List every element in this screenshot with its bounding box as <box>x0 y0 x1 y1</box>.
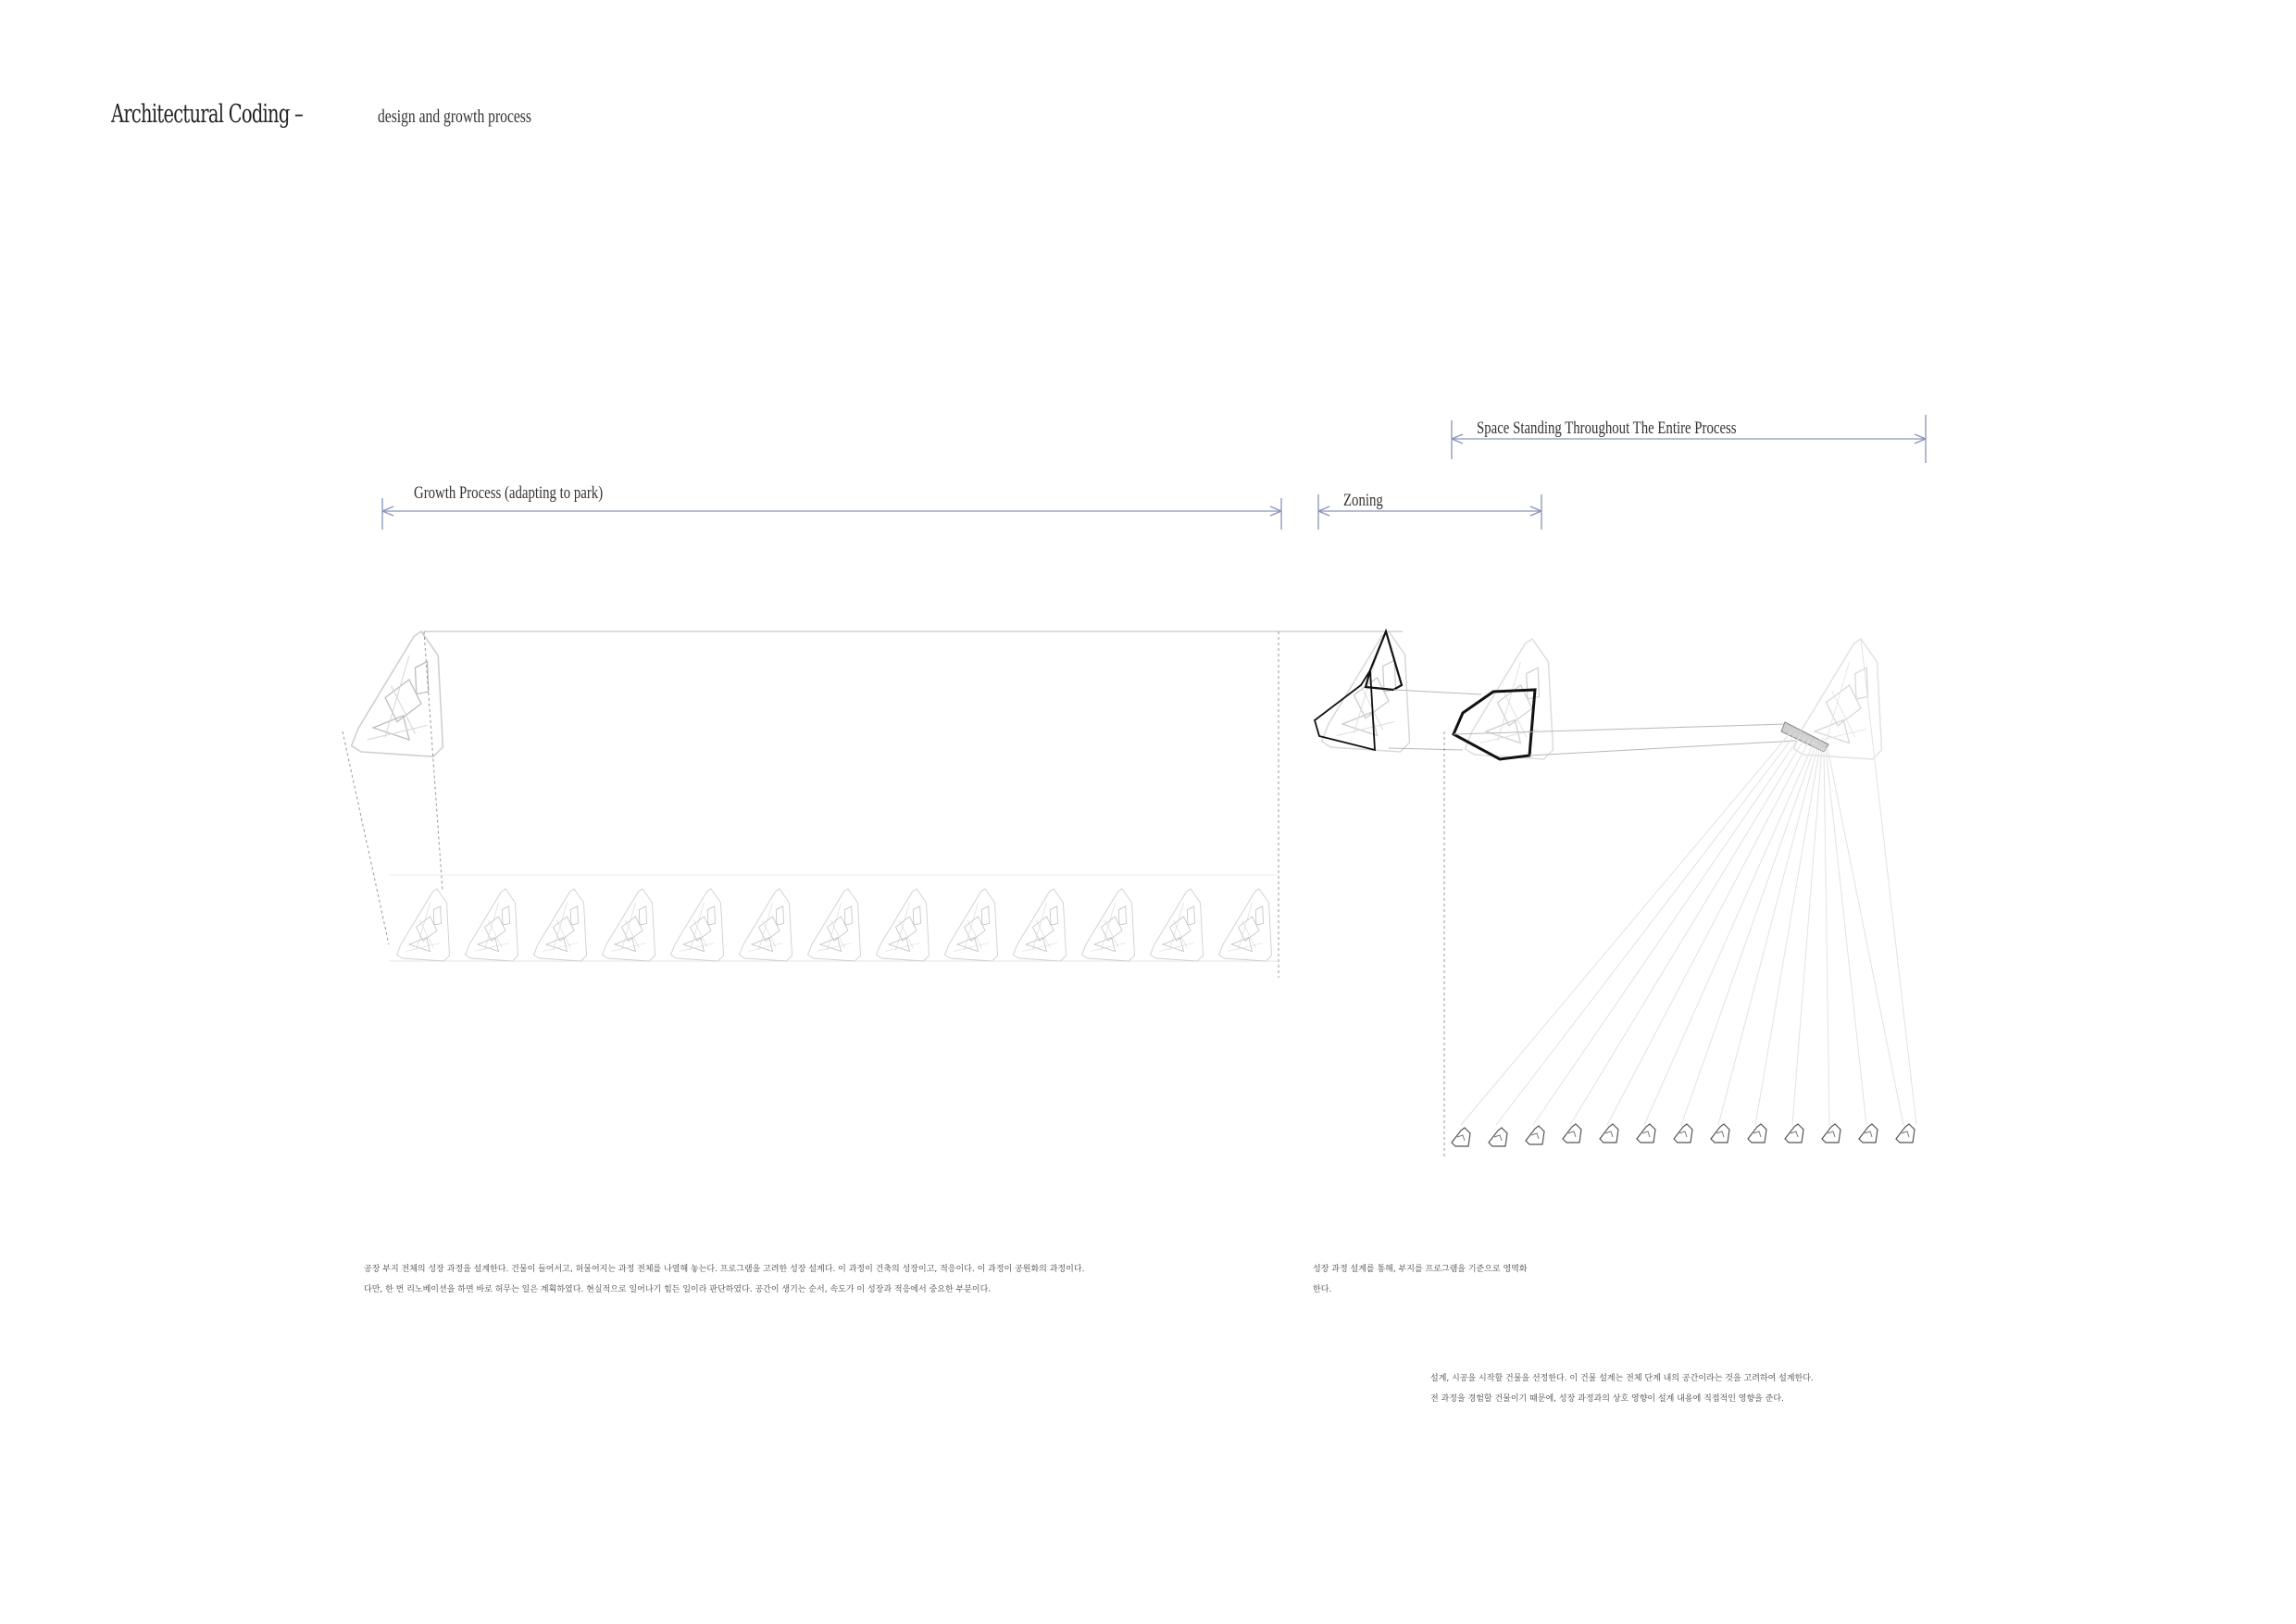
growth-process-label: Growth Process (adapting to park) <box>414 483 604 503</box>
zoning-connectors <box>1389 690 1796 1157</box>
selected-building-plan <box>1454 639 1554 759</box>
space-description-line2: 전 과정을 경험할 건물이기 때문에, 성장 과정과의 상호 영향이 설계 내용에 직접적인 영향을 준다. <box>1430 1394 1784 1404</box>
space-standing-label: Space Standing Throughout The Entire Process <box>1477 418 1737 438</box>
growth-frame <box>343 631 1403 978</box>
space-description <box>1430 1368 1814 1409</box>
space-dimension <box>1452 415 1926 463</box>
space-description-line1: 설계, 시공을 시작할 건물을 선정한다. 이 건물 설계는 전체 단계 내의 공간이라는 것을 고려하여 설계한다. <box>1430 1374 1814 1383</box>
title-main: Architectural Coding – <box>111 100 304 129</box>
growth-description-line1: 공장 부지 전체의 성장 과정을 설계한다. 건물이 들어서고, 허물어지는 과정 전체를 나열해 놓는다. 프로그램을 고려한 성장 설계다. 이 과정이 건축의 성장이고, 적응이다. 이 과정이 공원화의 과정이다. <box>364 1265 1085 1274</box>
zoning-description-line2: 한다. <box>1313 1285 1332 1294</box>
zoning-dimension <box>1318 494 1541 530</box>
fan-projection-lines <box>1461 639 1916 1125</box>
growth-dimension <box>382 498 1281 530</box>
building-stage-sequence <box>1452 1124 1915 1146</box>
title-sub: design and growth process <box>377 106 531 127</box>
zoning-plan <box>1315 631 1410 752</box>
growth-description-line2: 다만, 한 번 리노베이션을 하면 바로 허무는 일은 계획하였다. 현실적으로 일어나기 힘든 일이라 판단하였다. 공간이 생기는 순서, 속도가 이 성장과 적응에서 중요한 부분이다. <box>364 1285 992 1294</box>
growth-description <box>364 1259 1084 1300</box>
zoning-label: Zoning <box>1343 491 1383 510</box>
zoning-description <box>1313 1259 1528 1300</box>
initial-site-plan <box>352 631 443 756</box>
growth-stage-sequence <box>397 889 1272 961</box>
zoning-description-line1: 성장 과정 설계를 통해, 부지를 프로그램을 기준으로 영역화 <box>1313 1265 1528 1274</box>
